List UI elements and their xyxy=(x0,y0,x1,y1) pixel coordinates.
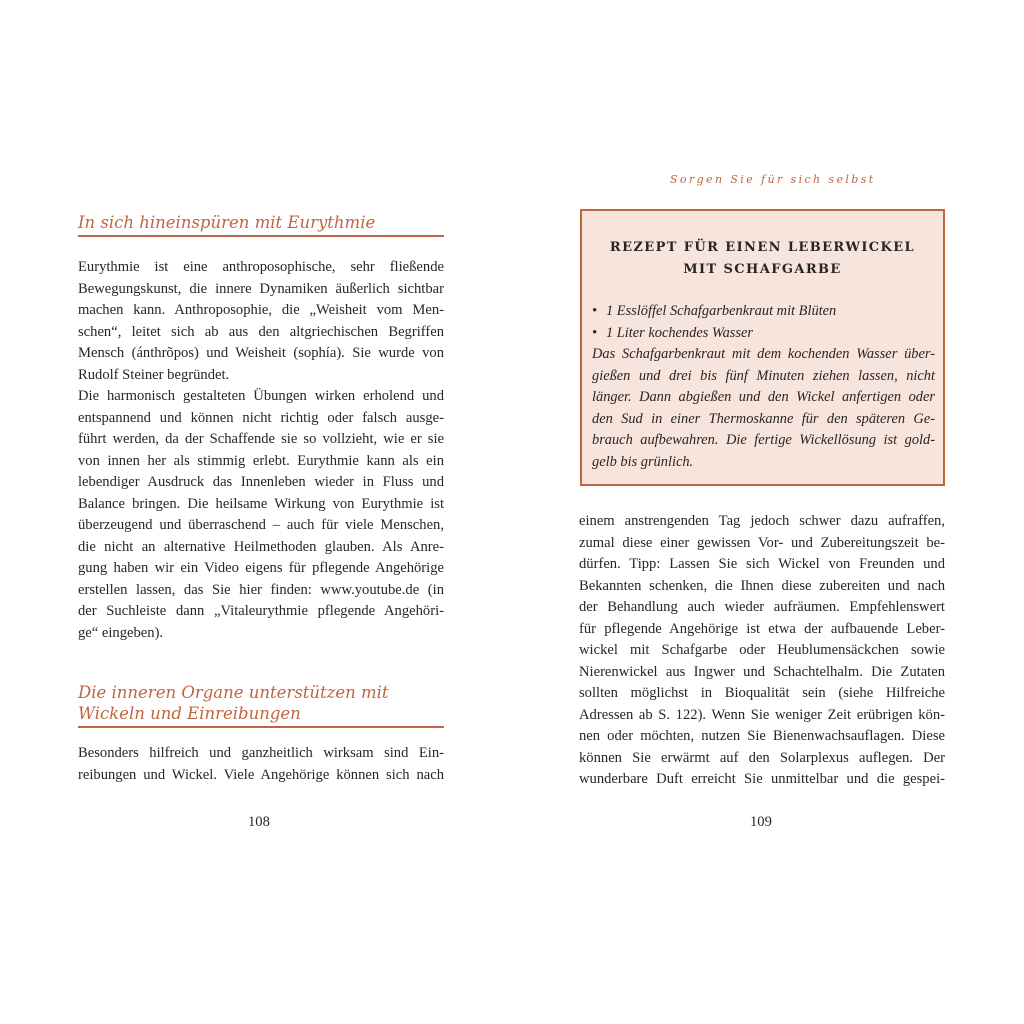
text-line: dürfen. Tipp: Lassen Sie sich Wickel von Freunden und xyxy=(579,556,945,572)
text-line: Besonders hilfreich und ganzheitlich wirksam sind Ein- xyxy=(78,745,444,761)
bullet-icon: • xyxy=(592,324,598,341)
text-line: von innen her als stimmig erlebt. Eurythmie kann als ein xyxy=(78,452,444,469)
text-line: Bewegungskunst, die innere Dynamiken äußerlich sichtbar xyxy=(78,280,444,297)
text-line: wickel mit Schafgarbe oder Heublumensäckchen sowie xyxy=(579,642,945,658)
text-line: der Suchleiste dann „Vitaleurythmie pflegende Angehöri- xyxy=(78,603,444,619)
page-number-right: 109 xyxy=(750,814,772,830)
text-line: einem anstrengenden Tag jedoch schwer dazu aufraffen, xyxy=(579,513,945,529)
text-line: Adressen ab S. 122). Wenn Sie weniger Zeit erübrigen kön- xyxy=(579,706,945,723)
instruction-line: gießen und drei bis fünf Minuten ziehen lassen, nicht xyxy=(592,367,935,384)
paragraph-eurythmie-intro xyxy=(78,257,444,644)
heading-line: Wickeln und Einreibungen xyxy=(78,704,301,723)
text-line: für pflegende Angehörige ist etwa der aufbauende Leber- xyxy=(579,620,945,637)
text-line: können Sie erwärmt auf den Solarplexus auflegen. Der xyxy=(579,749,945,766)
text-line: die nicht an alternative Heilmethoden glauben. Als Anre- xyxy=(78,538,444,555)
ingredient-item xyxy=(592,323,935,345)
recipe-box xyxy=(580,209,945,486)
ingredient-item xyxy=(592,301,935,323)
section-heading-organe xyxy=(78,682,444,728)
instruction-line: länger. Dann abgießen und den Wickel anfertigen oder xyxy=(592,389,935,405)
text-line: Die harmonisch gestalteten Übungen wirken erholend und xyxy=(78,388,444,404)
bullet-icon: • xyxy=(592,303,598,319)
ingredient-text: 1 Liter kochendes Wasser xyxy=(606,324,753,341)
running-head: Sorgen Sie für sich selbst xyxy=(670,173,876,186)
text-line: der Behandlung auch wieder aufräumen. Empfehlenswert xyxy=(579,599,945,615)
text-line: führt werden, da der Schaffende sie so vollzieht, wie er sie xyxy=(78,431,444,447)
text-line: erstellen lassen, das Sie hier finden: www.youtube.de (in xyxy=(78,581,444,598)
text-line: zumal diese einer gewissen Vor- und Zubereitungszeit be- xyxy=(579,534,945,551)
text-line: Bekannten schenken, die Ihnen diese zubereiten und nach xyxy=(579,577,945,594)
text-line: wunderbare Duft erreicht Sie unmittelbar und die gespei- xyxy=(579,771,945,787)
ingredient-text: 1 Esslöffel Schafgarbenkraut mit Blüten xyxy=(606,303,837,319)
paragraph-organe xyxy=(78,743,444,786)
paragraph-wickel xyxy=(579,511,945,791)
recipe-body xyxy=(592,301,935,473)
page-number-left: 108 xyxy=(248,814,270,830)
text-line: schen“, leitet sich ab aus den altgriechischen Begriffen xyxy=(78,323,444,340)
text-line: Rudolf Steiner begründet. xyxy=(78,366,230,383)
text-line: ge“ eingeben). xyxy=(78,624,164,641)
text-line: gung haben wir ein Video eigens für pflegende Angehörige xyxy=(78,560,444,576)
instruction-line: gelb bis grünlich. xyxy=(592,453,694,470)
text-line: nen oder möchten, nutzen Sie Bienenwachsauflagen. Diese xyxy=(579,728,945,744)
text-line: entspannend und können nicht richtig oder falsch ausge- xyxy=(78,409,444,426)
text-line: lebendiger Ausdruck das Innenleben wieder in Fluss und xyxy=(78,474,444,490)
text-line: Balance bringen. Die heilsame Wirkung von Eurythmie ist xyxy=(78,495,444,512)
section-heading-eurythmie: In sich hineinspüren mit Eurythmie xyxy=(78,212,444,237)
instruction-line: brauch aufbewahren. Die fertige Wickellösung ist gold- xyxy=(592,432,935,448)
recipe-title-line: REZEPT FÜR EINEN LEBERWICKEL xyxy=(609,240,916,255)
recipe-title-line: MIT SCHAFGARBE xyxy=(683,262,842,277)
text-line: Mensch (ánthrõpos) und Weisheit (sophía). Sie wurde von xyxy=(78,345,444,361)
text-line: Eurythmie ist eine anthroposophische, sehr fließende xyxy=(78,259,444,275)
text-line: machen kann. Anthroposophie, die „Weisheit vom Men- xyxy=(78,302,444,318)
heading-line: Die inneren Organe unterstützen mit xyxy=(78,683,389,702)
text-line: überzeugend und überraschend – auch für viele Menschen, xyxy=(78,517,444,533)
text-line: sollten möglichst in Bioqualität sein (siehe Hilfreiche xyxy=(579,685,945,701)
instruction-line: den Sud in einer Thermoskanne für den späteren Ge- xyxy=(592,410,935,427)
text-line: Nierenwickel aus Ingwer und Schachtelhalm. Die Zutaten xyxy=(579,663,945,680)
instruction-line: Das Schafgarbenkraut mit dem kochenden Wasser über- xyxy=(592,346,935,362)
recipe-title xyxy=(582,237,943,281)
text-line: reibungen und Wickel. Viele Angehörige können sich nach xyxy=(78,766,444,783)
